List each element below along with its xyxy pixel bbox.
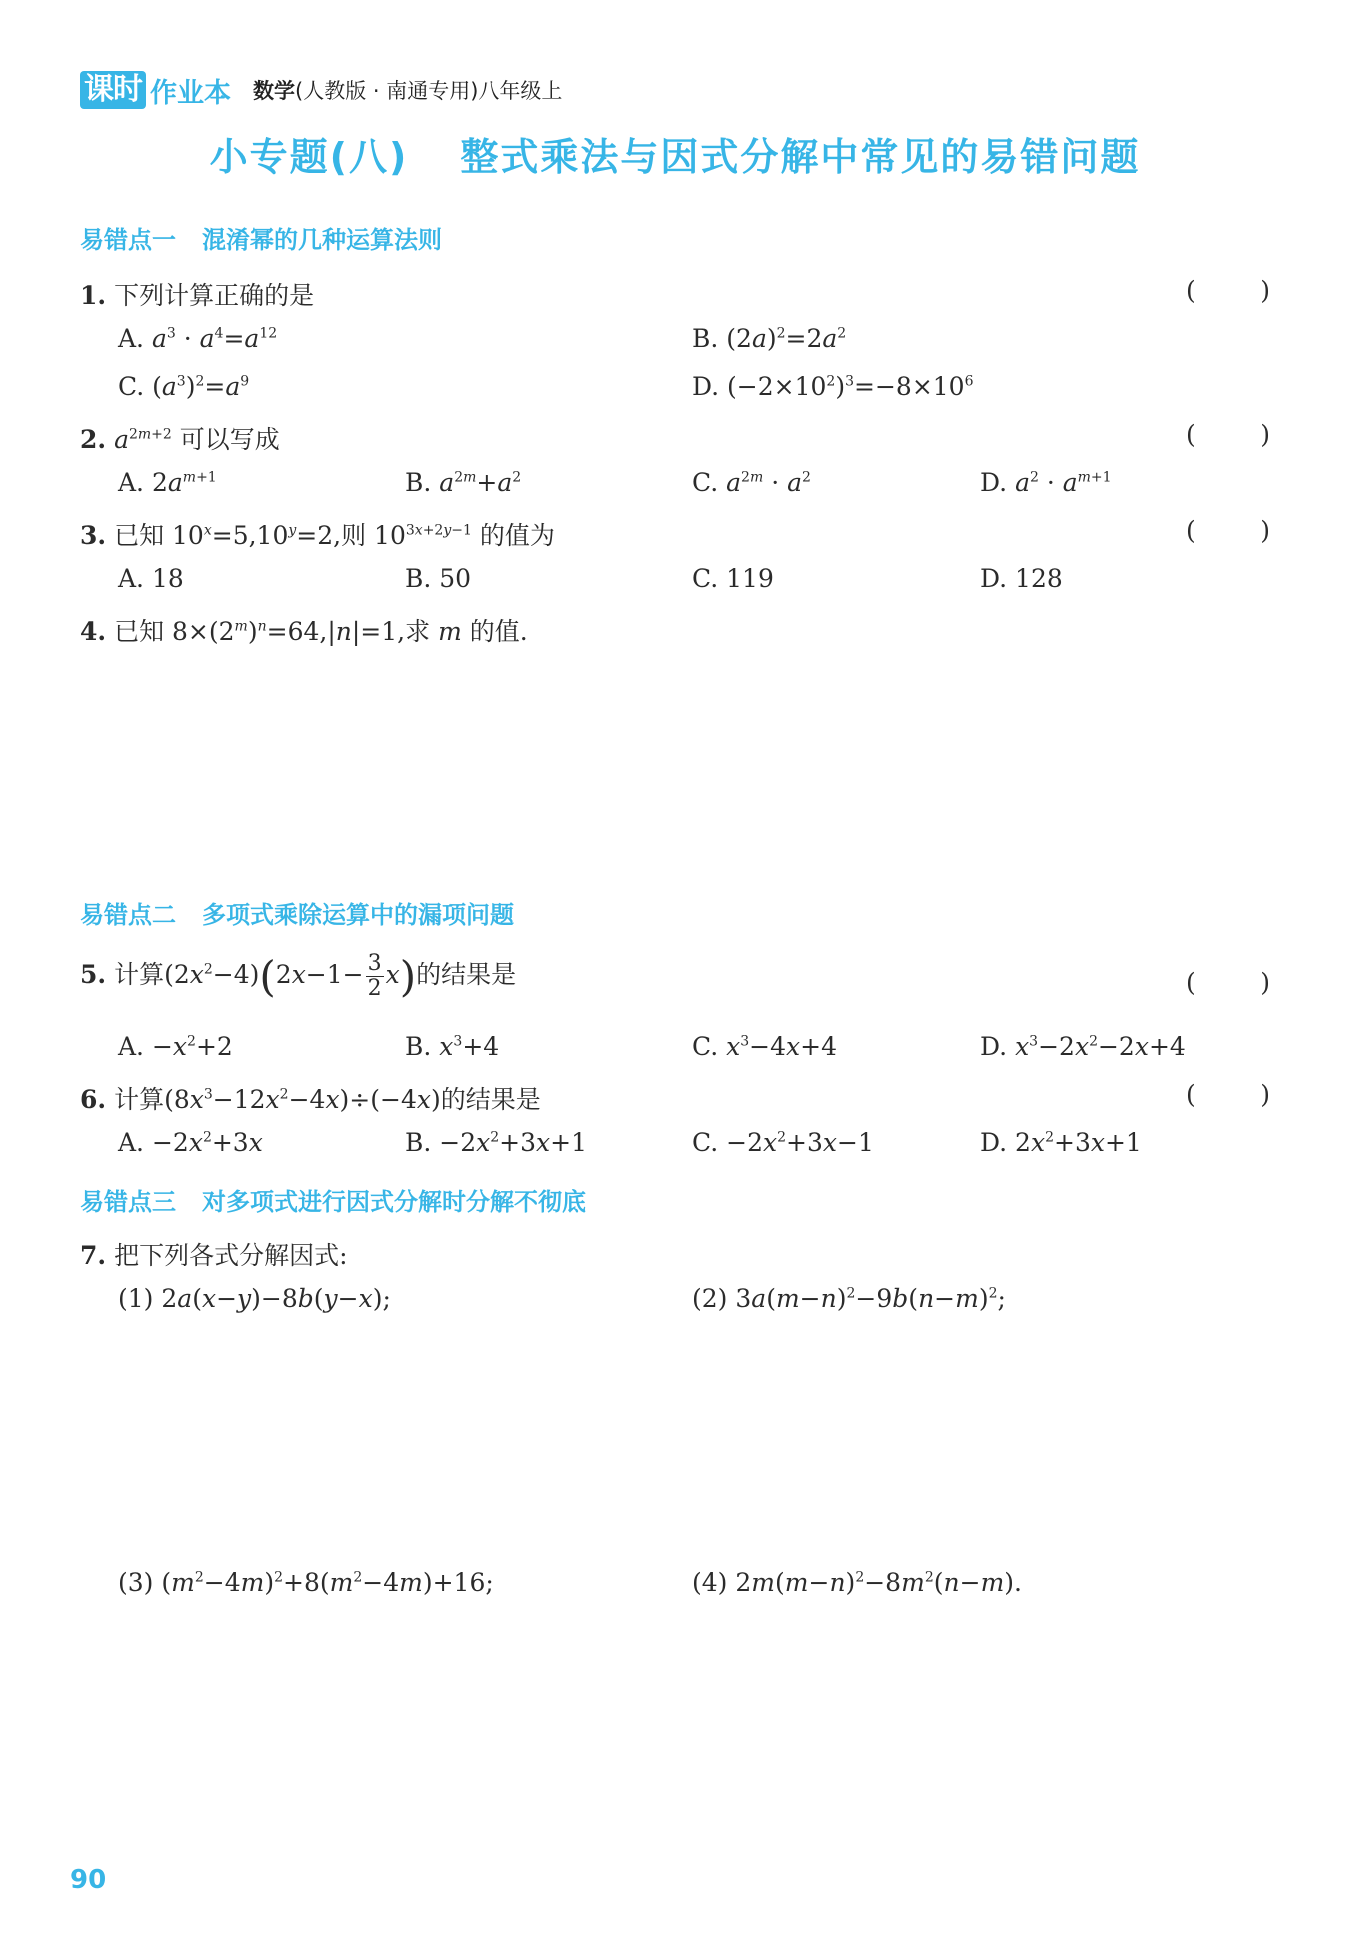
q7-part-1: (1) 2a(x−y)−8b(y−x); [118,1284,391,1313]
q7-part-3: (3) $(m^2-4m)^2+8(m^2-4m)+16$; [118,1568,494,1597]
q5-option-b: B. $x^3+4$ [405,1032,500,1061]
logo-text: 作业本 [150,77,231,109]
q7-part-2: (2) $3a(m-n)^2-9b(n-m)^2$; [692,1284,1006,1313]
q6-option-a: A. $-2x^2+3x$ [118,1128,263,1157]
question-3: 3. 已知 $10^x=5,10^y=2$,则 $10^{3x+2y-1}$ 的值为 [80,521,555,550]
q2-option-a: A. $2a^{m+1}$ [118,468,217,497]
answer-paren-5: ( ) [1186,968,1270,997]
section-3-heading: 易错点三 对多项式进行因式分解时分解不彻底 [80,1188,586,1216]
q2-option-c: C. $a^{2m} \cdot a^2$ [692,468,811,497]
q5-option-d: D. $x^3-2x^2-2x+4$ [980,1032,1186,1061]
q6-option-c: C. $-2x^2+3x-1$ [692,1128,874,1157]
q1-option-c: C. $(a^3)^2=a^9$ [118,372,250,401]
question-6: 6. 计算$(8x^3-12x^2-4x)\div(-4x)$的结果是 [80,1085,541,1114]
q2-option-d: D. $a^2 \cdot a^{m+1}$ [980,468,1112,497]
page-title: 小专题(八) 整式乘法与因式分解中常见的易错问题 [209,135,1141,179]
q3-option-d: D. 128 [980,564,1063,593]
q6-option-b: B. $-2x^2+3x+1$ [405,1128,587,1157]
q1-option-d: D. $(-2\times 10^2)^3=-8\times 10^6$ [692,372,974,401]
answer-paren-3: ( ) [1186,516,1270,545]
fraction-3-2: $\frac{3}{2}$ [367,951,382,1001]
question-1: 1. 下列计算正确的是 [80,281,315,310]
answer-paren-1: ( ) [1186,276,1270,305]
book-title: 数学(人教版 · 南通专用)八年级上 [253,79,563,103]
section-2-heading: 易错点二 多项式乘除运算中的漏项问题 [80,901,514,929]
q2-option-b: B. $a^{2m}+a^2$ [405,468,522,497]
q5-option-a: A. $-x^2+2$ [118,1032,233,1061]
question-2: 2. $a^{2m+2}$ 可以写成 [80,425,280,454]
q6-option-d: D. $2x^2+3x+1$ [980,1128,1142,1157]
q3-option-c: C. 119 [692,564,774,593]
q5-option-c: C. $x^3-4x+4$ [692,1032,837,1061]
section-1-heading: 易错点一 混淆幂的几种运算法则 [80,226,442,254]
question-4: 4. 已知 $8\times(2^m)^n=64,|n|=1$,求 m 的值. [80,617,528,646]
q3-option-a: A. 18 [118,564,184,593]
question-7: 7. 把下列各式分解因式: [80,1241,348,1270]
q3-option-b: B. 50 [405,564,472,593]
answer-paren-6: ( ) [1186,1080,1270,1109]
q1-option-b: B. $(2a)^2=2a^2$ [692,324,847,353]
q7-part-4: (4) $2m(m-n)^2-8m^2(n-m)$. [692,1568,1022,1597]
q1-option-a: A. $a^3 \cdot a^4=a^{12}$ [118,324,278,353]
question-5: 5. 计算$(2x^2-4)(2x-1-$ $\frac{3}{2}$ x)的结果是 [80,951,517,1001]
page-number: 90 [70,1865,107,1895]
answer-paren-2: ( ) [1186,420,1270,449]
logo-box: 课时 [80,71,146,109]
brand-header [80,70,562,110]
